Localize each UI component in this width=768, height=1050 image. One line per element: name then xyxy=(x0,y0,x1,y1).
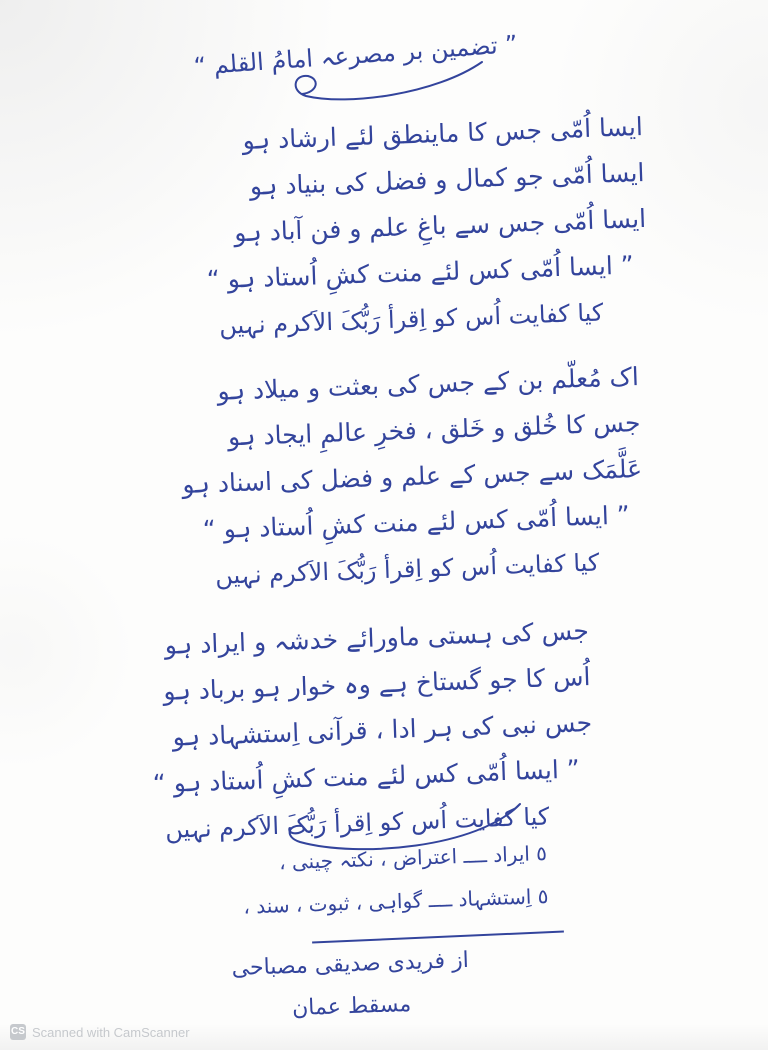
footnotes-block xyxy=(241,832,549,929)
poem-title: ” تضمین بر مصرعہ امامُ القلم “ xyxy=(192,30,518,81)
radif-line: کیا کفایت اُس کو اِقرأ رَبُّکَ الاَکرم نہیں xyxy=(218,298,604,340)
quoted-refrain-line: ” ایسا اُمّی کس لئے منت کشِ اُستاد ہو “ xyxy=(202,500,631,545)
signature-block xyxy=(225,940,478,1033)
stanza-2 xyxy=(114,354,646,602)
footnote-line: ٥ اِستشہاد ــــ گواہی ، ثبوت ، سند ، xyxy=(242,883,549,919)
verse-line: ایسا اُمّی جو کمال و فضل کی بنیاد ہو xyxy=(249,157,645,201)
footnote-line: ٥ ایراد ــــ اعتراض ، نکتہ چینی ، xyxy=(278,840,548,875)
verse-line: عَلَّمَک سے جس کے علم و فضل کی اسناد ہو xyxy=(181,453,643,499)
radif-line: کیا کفایت اُس کو اِقرأ رَبُّکَ الاَکرم نہیں xyxy=(164,802,550,844)
verse-line: اُس کا جو گستاخ ہے وہ خوار ہو برباد ہو xyxy=(162,661,591,706)
camscanner-badge-icon: CS xyxy=(10,1024,26,1040)
verse-line: ایسا اُمّی جس کا ماینطق لئے ارشاد ہو xyxy=(242,111,644,155)
quoted-refrain-line: ” ایسا اُمّی کس لئے منت کشِ اُستاد ہو “ xyxy=(206,250,635,295)
verse-line: جس نبی کی ہر ادا ، قرآنی اِستشہاد ہو xyxy=(172,707,593,752)
radif-line: کیا کفایت اُس کو اِقرأ رَبُّکَ الاَکرم نہیں xyxy=(214,548,600,590)
verse-line: ایسا اُمّی جس سے باغِ علم و فن آباد ہو xyxy=(233,203,647,248)
watermark-text: Scanned with CamScanner xyxy=(32,1024,190,1040)
camscanner-watermark xyxy=(10,1024,190,1040)
stanza-1 xyxy=(118,104,650,352)
quoted-refrain-line: ” ایسا اُمّی کس لئے منت کشِ اُستاد ہو “ xyxy=(152,754,581,799)
verse-line: جس کی ہستی ماورائے خدشہ و ایراد ہو xyxy=(164,615,590,660)
author-location: مسقط عمان xyxy=(291,991,412,1022)
verse-line: اک مُعلّم بن کے جس کی بعثت و میلاد ہو xyxy=(216,361,640,406)
verse-line: جس کا خُلق و خَلق ، فخرِ عالمِ ایجاد ہو xyxy=(227,407,641,452)
author-signature: از فریدی صدیقی مصباحی xyxy=(231,947,470,982)
title-underline-flourish xyxy=(286,58,486,106)
